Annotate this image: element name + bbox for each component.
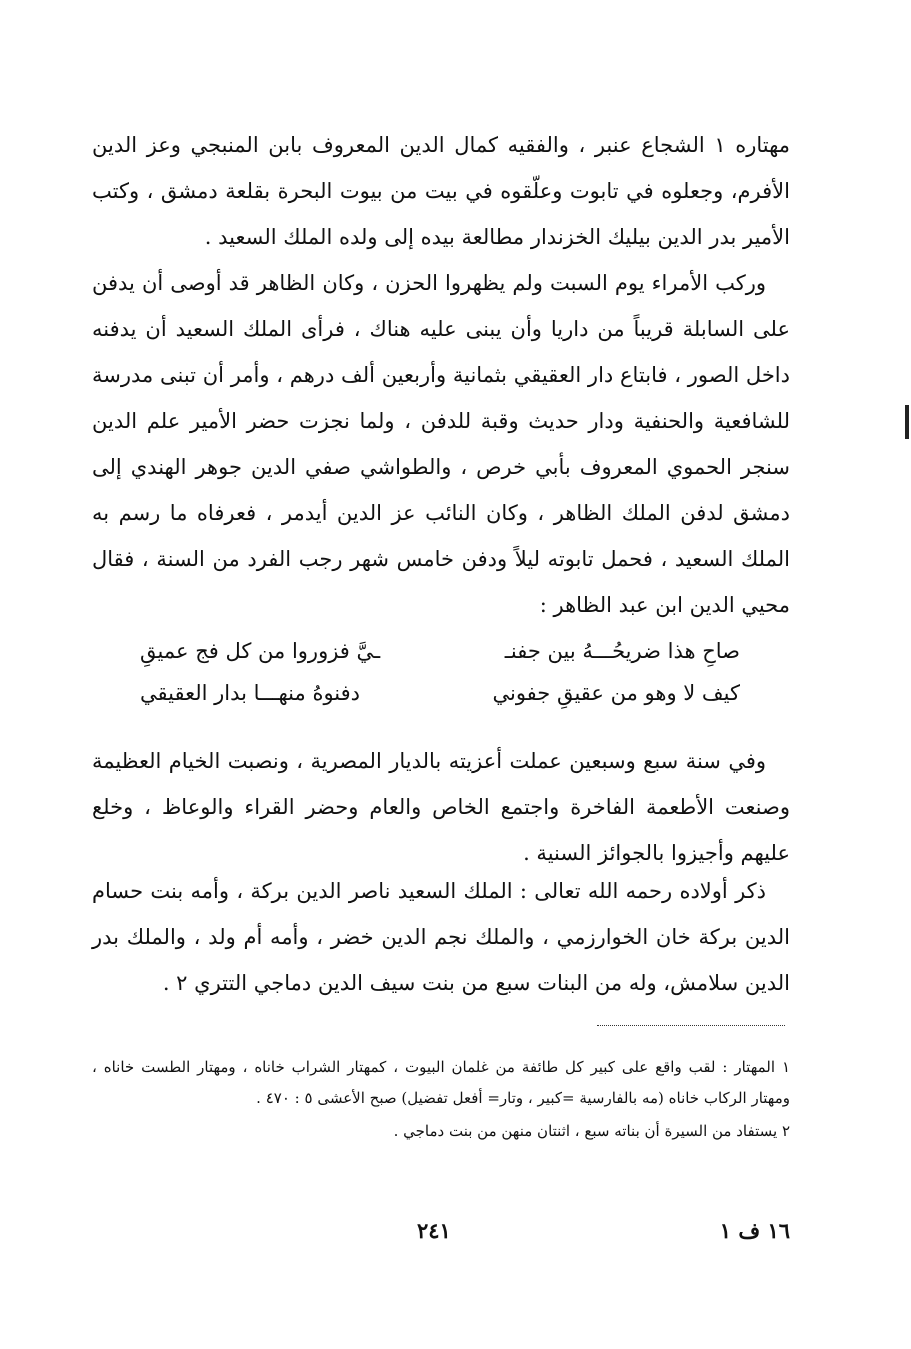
footnote-2: ٢ يستفاد من السيرة أن بناته سبع ، اثنتان منهن من بنت دماجي . xyxy=(393,1122,790,1140)
paragraph-1: مهتاره ١ الشجاع عنبر ، والفقيه كمال الدين المعروف بابن المنبجي وعز الدين الأفرم، وجعلوه في تابوت وعلّقوه في بيت من بيوت البحرة بقلعة دمشق ، وكتب الأمير بدر الدين بيليك الخزندار مطالعة بيده إلى ولده الملك السعيد . xyxy=(92,133,791,249)
footnotes xyxy=(92,1052,790,1149)
paragraph-4: ذكر أولاده رحمه الله تعالى : الملك السعيد ناصر الدين بركة ، وأمه بنت حسام الدين بركة خان الخوارزمي ، والملك نجم الدين خضر ، وأمه أم ولد ، والملك بدر الدين سلامش، وله من البنات سبع من بنت سيف الدين دماجي التتري ٢ . xyxy=(92,879,790,995)
paragraph-2-block xyxy=(92,260,790,628)
page-number: ٢٤١ xyxy=(417,1218,451,1243)
verse-1-second-hemistich: ـيَّ فزوروا من كل فج عميقِ xyxy=(140,639,381,663)
page-footer xyxy=(92,1218,790,1258)
poem-verse xyxy=(140,630,740,714)
verse-line-1 xyxy=(140,630,740,672)
verse-2-first-hemistich: كيف لا وهو من عقيقِ جفوني xyxy=(492,681,740,705)
printer-signature: ١٦ ف ١ xyxy=(719,1218,790,1243)
footnote-1: ١ المهتار : لقب واقع على كبير كل طائفة من غلمان البيوت ، كمهتار الشراب خاناه ، ومهتار الطست خاناه ، ومهتار الركاب خاناه (مه بالفارسية =كبير ، وتار= أفعل تفضيل) صبح الأعشى ٥ : ٤٧٠ . xyxy=(92,1058,790,1107)
footnote-separator xyxy=(597,1025,785,1026)
verse-1-first-hemistich: صاحِ هذا ضريحُـــهُ بين جفنـ xyxy=(504,639,740,663)
verse-line-2 xyxy=(140,672,740,714)
paragraph-4-block xyxy=(92,868,790,1006)
paragraph-2: وركب الأمراء يوم السبت ولم يظهروا الحزن ، وكان الظاهر قد أوصى أن يدفن على السابلة قريباً من داريا وأن يبنى عليه هناك ، فرأى الملك السعيد أن يدفنه داخل الصور ، فابتاع دار العقيقي بثمانية وأربعين ألف درهم ، وأمر أن تبنى مدرسة للشافعية والحنفية ودار حديث وقبة للدفن ، ولما نجزت حضر الأمير علم الدين سنجر الحموي المعروف بأبي خرص ، والطواشي صفي الدين جوهر الهندي إلى دمشق لدفن الملك الظاهر ، وكان النائب عز الدين أيدمر ، فعرفاه ما رسم به الملك السعيد ، فحمل تابوته ليلاً ودفن خامس شهر رجب الفرد من السنة ، فقال محيي الدين ابن عبد الظاهر : xyxy=(92,271,790,617)
verse-2-second-hemistich: دفنوهُ منهـــا بدار العقيقي xyxy=(140,681,361,705)
paragraph-3-block xyxy=(92,738,790,876)
scan-margin-mark xyxy=(905,405,909,439)
paragraph-3: وفي سنة سبع وسبعين عملت أعزيته بالديار المصرية ، ونصبت الخيام العظيمة وصنعت الأطعمة الفاخرة واجتمع الخاص والعام وحضر القراء والوعاظ ، وخلع عليهم وأجيزوا بالجوائز السنية . xyxy=(92,749,790,865)
paragraph-1-block xyxy=(92,122,790,260)
